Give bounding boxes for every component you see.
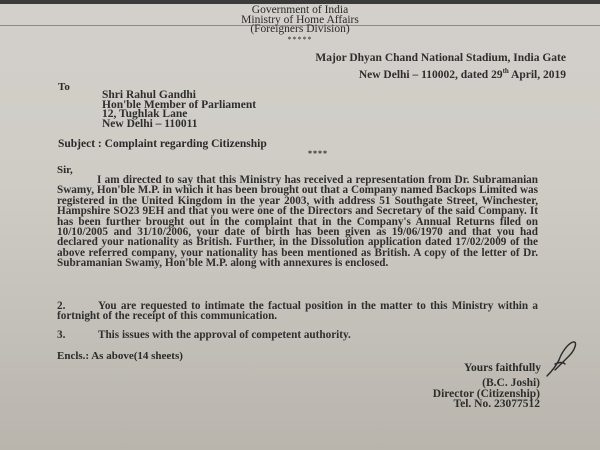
sender-address-line1: Major Dhyan Chand National Stadium, India Gate [315,52,566,64]
recipient-street: 12, Tughlak Lane [102,108,188,120]
letterhead-ministry: Ministry of Home Affairs [241,13,359,26]
recipient-city: New Delhi – 110011 [102,117,198,130]
paragraph-number: 2. [57,300,66,312]
recipient-name: Shri Rahul Gandhi [102,89,196,101]
date-ordinal: th [502,67,509,75]
paragraph-text: You are requested to intimate the factual position in the matter to this Ministry within a fortnight of the receipt of this communication. [57,300,538,323]
sender-address [315,52,566,82]
closing-text: Yours faithfully [464,362,541,374]
paragraph-text: This issues with the approval of competent authority. [98,329,351,341]
sender-address-line2 [315,65,566,82]
signer-name: (B.C. Joshi) [482,377,540,389]
subject-text: Subject : Complaint regarding Citizenship [58,138,267,150]
subject-ornament: **** [308,149,328,158]
handwritten-signature-icon [545,340,585,380]
letterhead [150,6,450,44]
paragraph-number: 3. [57,329,66,341]
signer-phone: Tel. No. 23077512 [453,398,540,411]
signer-designation: Director (Citizenship) [432,387,540,400]
paragraph-2 [57,301,538,322]
enclosures-note: Encls.: As above(14 sheets) [57,350,183,362]
subject-line [58,138,328,158]
letterhead-government: Government of India [251,4,349,16]
date-suffix: April, 2019 [508,68,566,81]
paragraph-1: I am directed to say that this Ministry has received a representation from Dr. Subramanian Swamy, Hon'ble M.P. in which it has been brought out that a Company named Backops Limited was registered in the United Kingdom in the year 2003, with address 51 Southgate Street, Winchester, Hampshire SO23 9EH and that you were one of the Directors and Secretary of the said Company. It has been further brought out in the complaint that in the Company's Annual Returns filed on 10/10/2005 and 31/10/2006, your date of birth has been given as 19/06/1970 and that you had declared your nationality as British. Further, in the Dissolution application dated 17/02/2009 of the above referred company, your nationality has been mentioned as British. A copy of the letter of Dr. Subramanian Swamy, Hon'ble M.P. along with annexures is enclosed. [57,174,538,270]
recipient-title: Hon'ble Member of Parliament [102,98,257,111]
recipient-block [102,91,256,129]
signer-block [433,378,540,410]
letterhead-division: (Foreigners Division) [250,23,350,35]
paragraph-3 [57,330,538,340]
salutation: Sir, [57,164,73,176]
date-prefix: New Delhi – 110002, dated 29 [358,68,503,81]
to-label: To [58,81,70,93]
letterhead-ornament: ***** [287,34,313,44]
